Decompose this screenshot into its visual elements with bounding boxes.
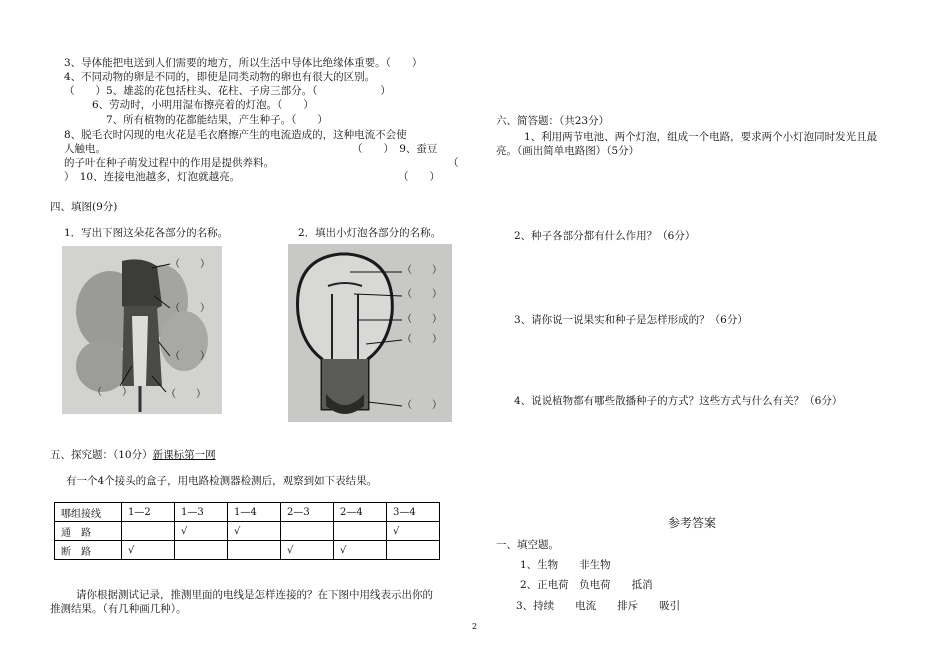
bulb-blank-3: （ ）	[402, 314, 442, 325]
judge-9-paren: （	[448, 157, 459, 169]
flower-blank-5: （ ）	[166, 389, 206, 400]
bulb-blank-1: （ ）	[402, 265, 442, 276]
table-cell	[334, 522, 387, 541]
judge-3: 3、导体能把电送到人们需要的地方，所以生活中导体比绝缘体重要。（ ）	[64, 57, 423, 69]
table-cell: √	[175, 522, 228, 541]
judge-10: ） 10、连接电池越多，灯泡就越亮。	[64, 171, 241, 183]
bulb-blank-5: （ ）	[402, 400, 442, 411]
bulb-blank-4: （ ）	[402, 334, 442, 345]
table-row	[55, 522, 440, 541]
table-cell: 断 路	[55, 541, 122, 560]
table-header-cell: 3—4	[387, 503, 440, 522]
table-cell	[175, 541, 228, 560]
judge-10-paren: （ ）	[398, 171, 440, 183]
judge-8: 8、脱毛衣时闪现的电火花是毛衣磨擦产生的电流造成的，这种电流不会使	[64, 129, 407, 141]
table-cell: √	[281, 541, 334, 560]
section5-title-text: 五、探究题：（10分）	[50, 449, 153, 461]
table-header-cell: 1—2	[122, 503, 175, 522]
table-cell: 通 路	[55, 522, 122, 541]
table-cell	[122, 522, 175, 541]
results-table	[54, 502, 440, 560]
section5-title	[50, 448, 216, 462]
table-header-cell: 2—3	[281, 503, 334, 522]
table-cell: √	[334, 541, 387, 560]
answer-1: 1、生物 非生物	[520, 559, 611, 571]
section5-intro: 有一个4个接头的盒子，用电路检测器检测后，观察到如下表结果。	[66, 475, 378, 487]
judge-4: 4、不同动物的卵是不同的，即使是同类动物的卵也有很大的区别。	[64, 71, 376, 83]
table-row	[55, 541, 440, 560]
flower-blank-4: （ ）	[92, 387, 132, 398]
judge-8-cont: 人触电。	[64, 143, 106, 155]
table-header-cell: 1—3	[175, 503, 228, 522]
answer-3: 3、持续 电流 排斥 吸引	[516, 600, 681, 612]
table-cell	[228, 541, 281, 560]
question-4: 4、说说植物都有哪些散播种子的方式？这些方式与什么有关？（6分）	[514, 395, 843, 407]
fig2-caption: 2．填出小灯泡各部分的名称。	[298, 227, 442, 239]
flower-blank-3: （ ）	[170, 351, 210, 362]
judge-5: （ ）5、雄蕊的花包括柱头、花柱、子房三部分。（ ）	[64, 85, 391, 97]
table-cell: √	[228, 522, 281, 541]
table-header-cell: 1—4	[228, 503, 281, 522]
question-2: 2、种子各部分都有什么作用？（6分）	[514, 230, 696, 242]
page-number: 2	[472, 622, 478, 631]
table-header-cell: 哪组接线	[55, 503, 122, 522]
judge-7: 7、所有植物的花都能结果，产生种子。（ ）	[106, 114, 328, 126]
section5-question-line2: 推测结果。（有几种画几种）。	[50, 603, 187, 615]
table-cell	[281, 522, 334, 541]
flower-blank-1: （ ）	[170, 259, 210, 270]
table-header-cell: 2—4	[334, 503, 387, 522]
bulb-blank-2: （ ）	[402, 289, 442, 300]
answer-2: 2、正电荷 负电荷 抵消	[520, 579, 653, 591]
table-header-row	[55, 503, 440, 522]
section5-link[interactable]: 新课标第一网	[152, 449, 216, 461]
table-cell: √	[122, 541, 175, 560]
answers-section-1: 一、填空题。	[496, 539, 559, 551]
table-cell	[387, 541, 440, 560]
table-cell: √	[387, 522, 440, 541]
question-1-line1: 1、利用两节电池、两个灯泡，组成一个电路，要求两个小灯泡同时发光且最	[524, 131, 878, 143]
section5-question-line1: 请你根据测试记录，推测里面的电线是怎样连接的？在下图中用线表示出你的	[76, 589, 433, 601]
section6-title: 六、简答题：（共23分）	[496, 115, 610, 127]
judge-9: 的子叶在种子萌发过程中的作用是提供养料。	[64, 157, 274, 169]
fig1-caption: 1．写出下图这朵花各部分的名称。	[64, 227, 229, 239]
bulb-figure	[288, 244, 452, 422]
answers-title: 参考答案	[668, 516, 717, 530]
judge-6: 6、劳动时，小明用湿布擦亮着的灯泡。（ ）	[92, 99, 314, 111]
section4-title: 四、填图(9分)	[50, 201, 118, 213]
flower-blank-2: （ ）	[170, 303, 210, 314]
judge-9-start: （ ） 9、蚕豆	[352, 143, 438, 155]
question-1-line2: 亮。（画出简单电路图）（5分）	[496, 145, 640, 157]
question-3: 3、请你说一说果实和种子是怎样形成的？（6分）	[514, 314, 748, 326]
flower-figure	[62, 246, 222, 414]
